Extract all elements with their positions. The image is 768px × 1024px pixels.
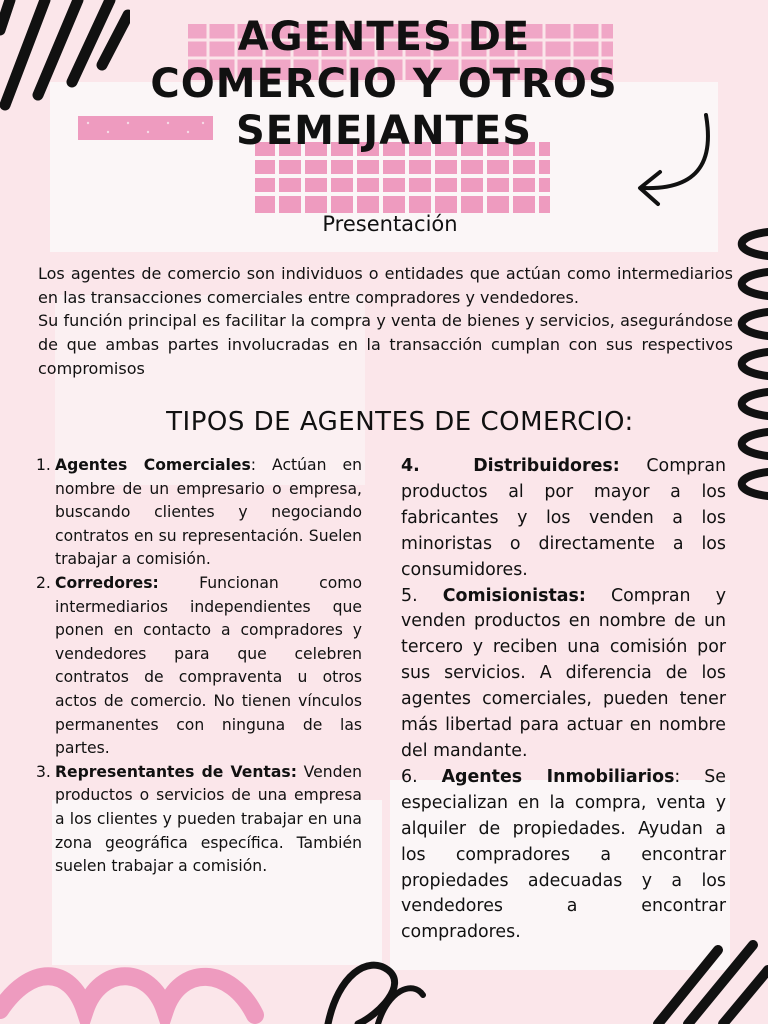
subtitle: Presentación xyxy=(322,212,458,236)
intro-paragraph-2: Su función principal es facilitar la compra y venta de bienes y servicios, asegurándose de que ambas partes involucradas en la transacción cumplan con sus respectivos compromisos xyxy=(38,311,733,378)
item-number: 1. xyxy=(36,456,51,474)
section-heading: TIPOS DE AGENTES DE COMERCIO: xyxy=(166,407,634,437)
item-name: Agentes Comerciales xyxy=(55,456,251,474)
item-name: Distribuidores: xyxy=(473,456,620,476)
title-line-2: COMERCIO Y OTROS xyxy=(150,61,618,107)
intro-paragraph-1: Los agentes de comercio son individuos o entidades que actúan como intermediarios en las transacciones comerciales entre compradores y vendedores. xyxy=(38,264,733,307)
item-description: Compran y venden productos en nombre de un tercero y reciben una comisión por sus servicios. A diferencia de los agentes comerciales, pueden tener más libertad para actuar en nombre del mandante. xyxy=(401,585,726,761)
list-item xyxy=(36,572,362,761)
item-separator: : xyxy=(250,456,256,474)
types-list-left xyxy=(36,454,362,879)
item-description: Compran productos al por mayor a los fabricantes y los venden a los minoristas o directamente a los consumidores. xyxy=(401,456,726,580)
list-item xyxy=(36,454,362,572)
item-separator: : xyxy=(674,766,681,787)
item-name: Representantes de Ventas: xyxy=(55,762,297,781)
item-name: Agentes Inmobiliarios xyxy=(441,766,675,787)
list-item xyxy=(36,761,362,879)
item-number: 2. xyxy=(36,573,51,592)
black-loop-scribble-bottom xyxy=(318,955,428,1024)
pink-loop-scribble-bottom-left xyxy=(0,965,300,1024)
item-description: Se especializan en la compra, venta y alquiler de propiedades. Ayudan a los compradores a encontrar propiedades adecuadas y a los vendedores a encontrar compradores. xyxy=(401,766,726,943)
item-description: Funcionan como intermediarios independientes que ponen en contacto a compradores y vendedores para que celebren contratos de compraventa u otros actos de comercio. No tienen vínculos permanentes con ninguna de las partes. xyxy=(55,573,362,758)
page-title xyxy=(120,14,648,155)
intro-text xyxy=(38,262,733,381)
types-list-right xyxy=(401,454,726,946)
item-description: Venden productos o servicios de una empresa a los clientes y pueden trabajar en una zona geográfica específica. También suelen trabajar a comisión. xyxy=(55,762,362,876)
item-number: 5. xyxy=(401,585,418,606)
item-name: Corredores: xyxy=(55,573,159,592)
item-number: 6. xyxy=(401,766,418,787)
list-item xyxy=(401,454,726,584)
item-description: Actúan en nombre de un empresario o empresa, buscando clientes y negociando contratos en su representación. Suelen trabajar a comisión. xyxy=(55,456,362,569)
item-name: Comisionistas: xyxy=(442,585,586,606)
list-item xyxy=(401,584,726,765)
item-number: 3. xyxy=(36,762,51,781)
title-line-1: AGENTES DE xyxy=(237,14,531,60)
list-item xyxy=(401,765,726,946)
black-slash-scribble-bottom-right xyxy=(648,940,768,1024)
title-line-3: SEMEJANTES xyxy=(236,108,532,154)
black-spiral-scribble-right xyxy=(728,222,768,512)
item-number: 4. xyxy=(401,456,420,476)
black-slash-scribble-top-left xyxy=(0,0,130,120)
